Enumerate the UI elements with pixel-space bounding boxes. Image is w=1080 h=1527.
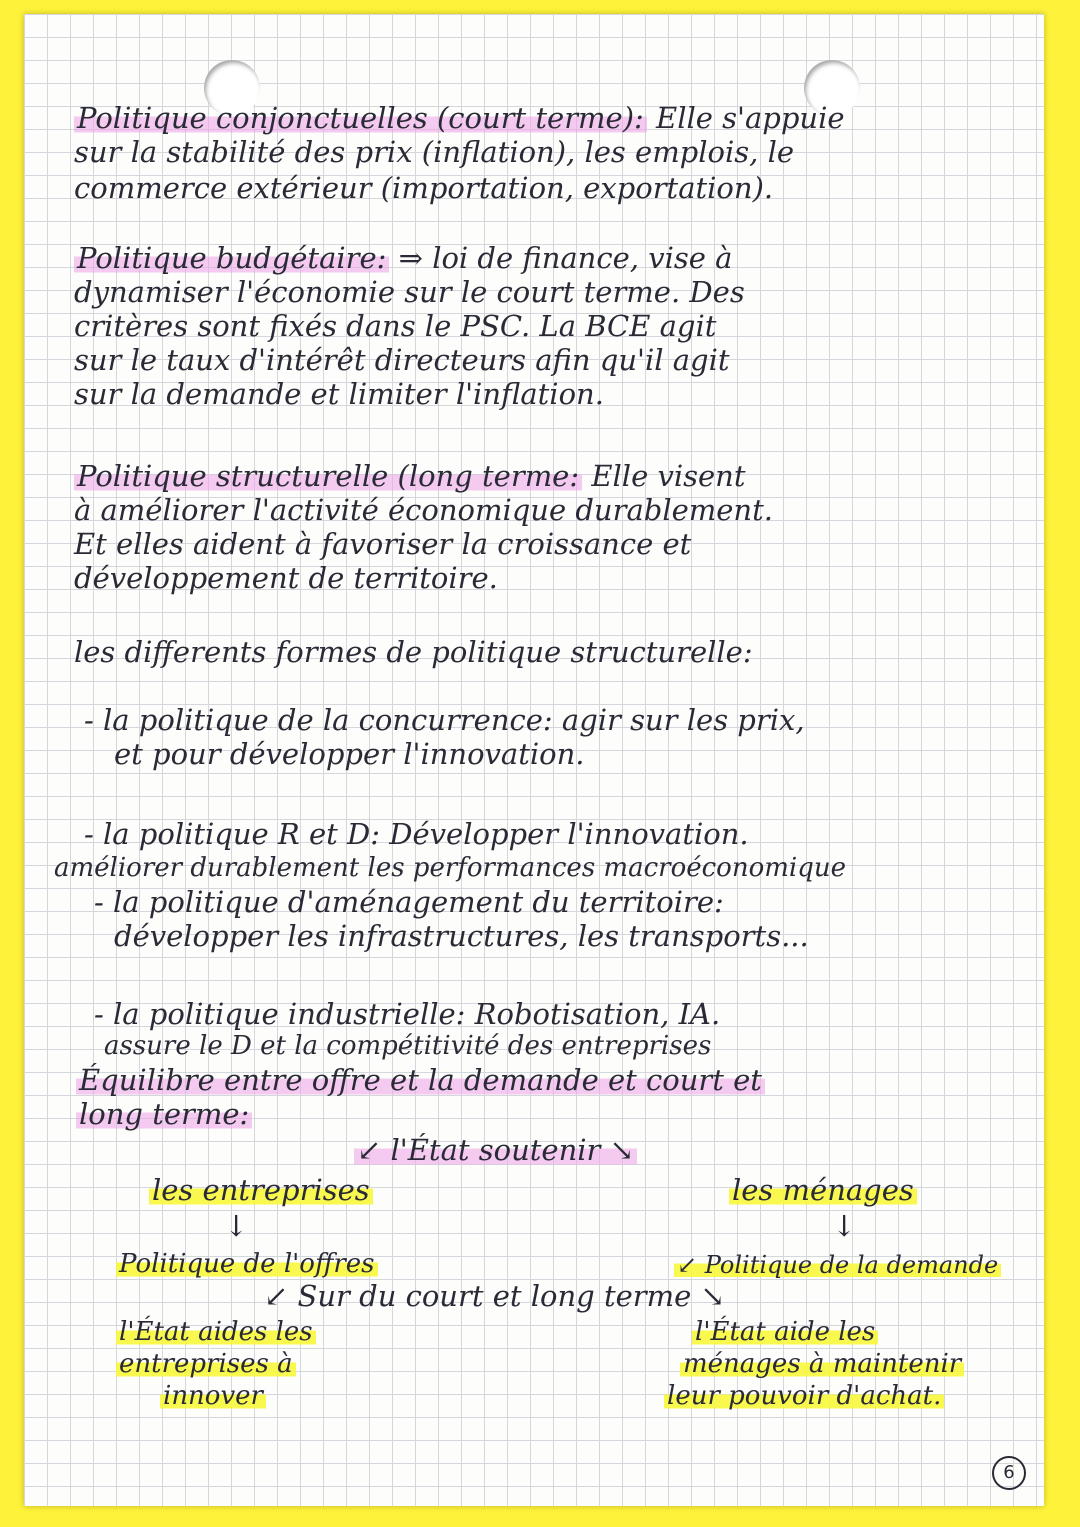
budgetaire-title: Politique budgétaire: [74, 241, 389, 275]
structurelle-line-1 [74, 460, 745, 492]
structurelle-line-4: développement de territoire. [74, 561, 498, 595]
arrow-down-icon: ↓ [832, 1209, 857, 1243]
equilibre-text: Équilibre entre offre et la demande et court et [76, 1063, 765, 1097]
diagram-left-desc-2 [116, 1350, 296, 1378]
innover-text: innover [160, 1381, 266, 1411]
budgetaire-line-3: critères sont fixés dans le PSC. La BCE agit [74, 309, 717, 343]
industrielle-line-4 [76, 1098, 252, 1130]
rd-line-1: - la politique R et D: Développer l'innovation. [84, 817, 749, 851]
budgetaire-line-4: sur le taux d'intérêt directeurs afin qu'il agit [74, 343, 730, 377]
pouvoir-achat-text: leur pouvoir d'achat. [664, 1381, 944, 1411]
notebook-page [24, 14, 1044, 1506]
forms-heading: les differents formes de politique structurelle: [74, 635, 753, 669]
entreprises-a-text: entreprises à [116, 1349, 296, 1379]
conjoncturelle-text: Elle s'appuie [656, 101, 845, 135]
diagram-left-desc-3 [160, 1382, 266, 1410]
diagram-middle: ↙ Sur du court et long terme ↘ [264, 1279, 725, 1313]
rd-line-2: améliorer durablement les performances macroéconomique [54, 853, 846, 883]
diagram-center [354, 1134, 637, 1166]
diagram-left-desc-1 [116, 1318, 316, 1346]
conjoncturelle-line-1 [74, 102, 845, 134]
diagram-left-policy [116, 1250, 378, 1278]
etat-aide-text: l'État aide les [692, 1317, 878, 1347]
industrielle-line-3 [76, 1064, 765, 1096]
conjoncturelle-line-2: sur la stabilité des prix (inflation), les emplois, le [74, 135, 795, 169]
page-number: 6 [992, 1456, 1026, 1490]
diagram-right-head [729, 1174, 917, 1206]
amenagement-line-2: développer les infrastructures, les transports... [114, 919, 809, 953]
budgetaire-text: ⇒ loi de finance, vise à [398, 241, 733, 275]
industrielle-line-2: assure le D et la compétitivité des entreprises [104, 1031, 712, 1061]
budgetaire-line-1 [74, 242, 732, 274]
diagram-right-desc-2 [680, 1350, 964, 1378]
politique-offre-label: Politique de l'offres [116, 1249, 378, 1279]
diagram-right-policy [674, 1252, 1001, 1278]
concurrence-line-1: - la politique de la concurrence: agir sur les prix, [84, 703, 805, 737]
diagram-right-desc-1 [692, 1318, 878, 1346]
budgetaire-line-5: sur la demande et limiter l'inflation. [74, 377, 604, 411]
etat-soutenir-label: ↙ l'État soutenir ↘ [354, 1133, 637, 1167]
long-terme-text: long terme: [76, 1097, 252, 1131]
amenagement-line-1: - la politique d'aménagement du territoire: [94, 885, 724, 919]
menages-maintenir-text: ménages à maintenir [680, 1349, 964, 1379]
etat-aides-text: l'État aides les [116, 1317, 316, 1347]
structurelle-line-3: Et elles aident à favoriser la croissance et [74, 527, 692, 561]
arrow-down-icon: ↓ [224, 1209, 249, 1243]
diagram-right-desc-3 [664, 1382, 944, 1410]
industrielle-line-1: - la politique industrielle: Robotisation, IA. [94, 997, 721, 1031]
diagram-left-head [149, 1174, 373, 1206]
structurelle-title: Politique structurelle (long terme: [74, 459, 582, 493]
conjoncturelle-title: Politique conjonctuelles (court terme): [74, 101, 647, 135]
entreprises-label: les entreprises [149, 1173, 373, 1207]
menages-label: les ménages [729, 1173, 917, 1207]
budgetaire-line-2: dynamiser l'économie sur le court terme. Des [74, 275, 745, 309]
concurrence-line-2: et pour développer l'innovation. [114, 737, 585, 771]
structurelle-text: Elle visent [591, 459, 746, 493]
structurelle-line-2: à améliorer l'activité économique durablement. [74, 493, 773, 527]
conjoncturelle-line-3: commerce extérieur (importation, exportation). [74, 171, 774, 205]
politique-demande-label: ↙ Politique de la demande [674, 1251, 1001, 1279]
